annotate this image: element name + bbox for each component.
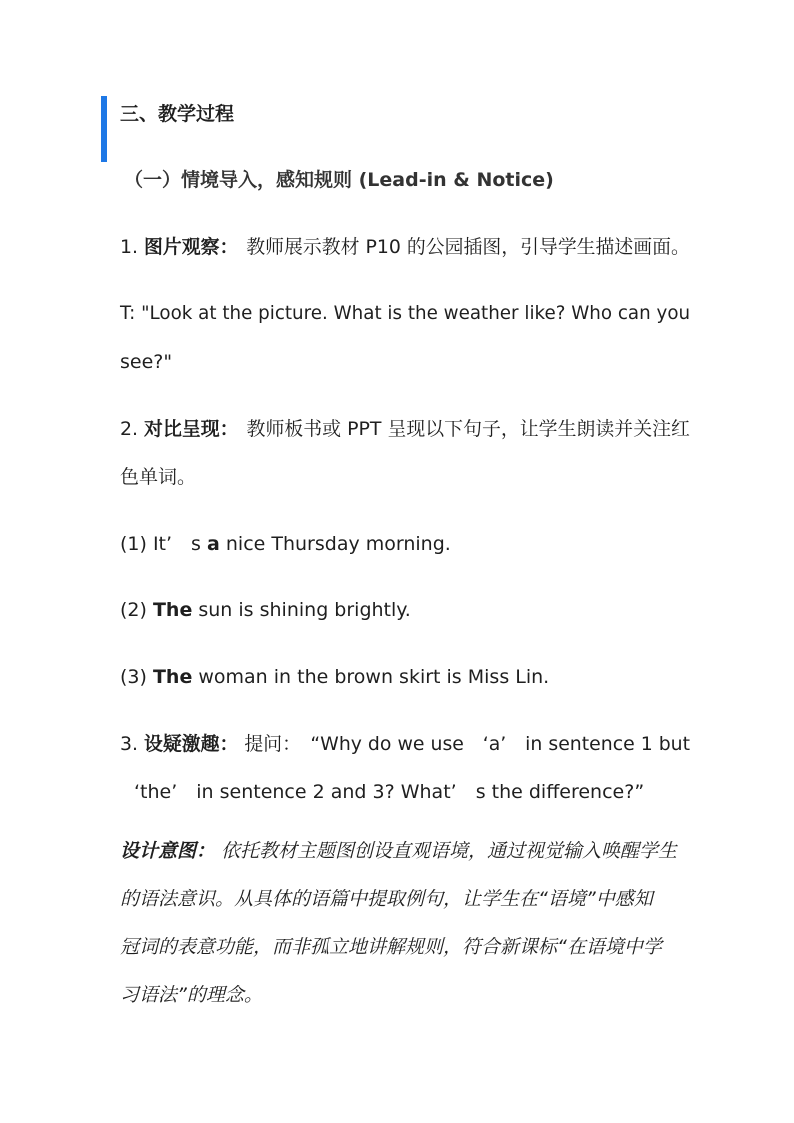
teacher-question-line-1: T: "Look at the picture. What is the weather like? Who can you — [120, 302, 691, 324]
sentence-3-rest: woman in the brown skirt is Miss Lin. — [192, 666, 550, 688]
sentence-1-rest: nice Thursday morning. — [219, 533, 451, 555]
example-sentence-2 — [120, 597, 411, 623]
section-title: 三、教学过程 — [120, 103, 235, 125]
design-intent-line-3: 冠词的表意功能，而非孤立地讲解规则，符合新课标“在语境中学 — [120, 936, 662, 958]
sentence-3-prefix: (3) — [120, 666, 153, 688]
item-2-number: 2. — [120, 418, 145, 440]
sentence-2-article: The — [152, 599, 193, 621]
design-intent-line-1 — [120, 838, 677, 864]
item-2-text-line-2: 色单词。 — [120, 466, 197, 488]
item-2 — [120, 416, 690, 442]
item-2-text-line-1: 教师板书或 PPT 呈现以下句子，让学生朗读并关注红 — [246, 418, 690, 440]
design-intent-line-2: 的语法意识。从具体的语篇中提取例句，让学生在“语境”中感知 — [120, 888, 653, 910]
item-1-label: 图片观察： — [144, 236, 239, 258]
sentence-3-article: The — [152, 666, 193, 688]
item-2-label: 对比呈现： — [144, 418, 239, 440]
sentence-2-rest: sun is shining brightly. — [192, 599, 411, 621]
design-intent-text-1: 依托教材主题图创设直观语境，通过视觉输入唤醒学生 — [215, 840, 678, 862]
example-sentence-1 — [120, 531, 451, 557]
example-sentence-3 — [120, 664, 549, 690]
item-3 — [120, 731, 690, 757]
teacher-question-line-2: see?" — [120, 351, 173, 373]
item-3-text-line-1: 提问： “Why do we use ‘a’ in sentence 1 but — [238, 733, 691, 755]
design-intent-label: 设计意图： — [120, 840, 216, 862]
sentence-1-article: a — [207, 533, 220, 555]
item-3-text-line-2: ‘the’ in sentence 2 and 3? What’ s the difference?” — [134, 781, 645, 803]
sentence-2-prefix: (2) — [120, 599, 153, 621]
item-1-number: 1. — [120, 236, 145, 258]
item-3-number: 3. — [120, 733, 145, 755]
item-1-text: 教师展示教材 P10 的公园插图，引导学生描述画面。 — [246, 236, 690, 258]
sentence-1-prefix: (1) It’ s — [120, 533, 207, 555]
design-intent-line-4: 习语法”的理念。 — [120, 984, 263, 1006]
item-1 — [120, 234, 690, 260]
subsection-title: （一）情境导入，感知规则 (Lead-in & Notice) — [124, 169, 554, 191]
section-accent-bar — [101, 96, 107, 162]
item-3-label: 设疑激趣： — [144, 733, 239, 755]
